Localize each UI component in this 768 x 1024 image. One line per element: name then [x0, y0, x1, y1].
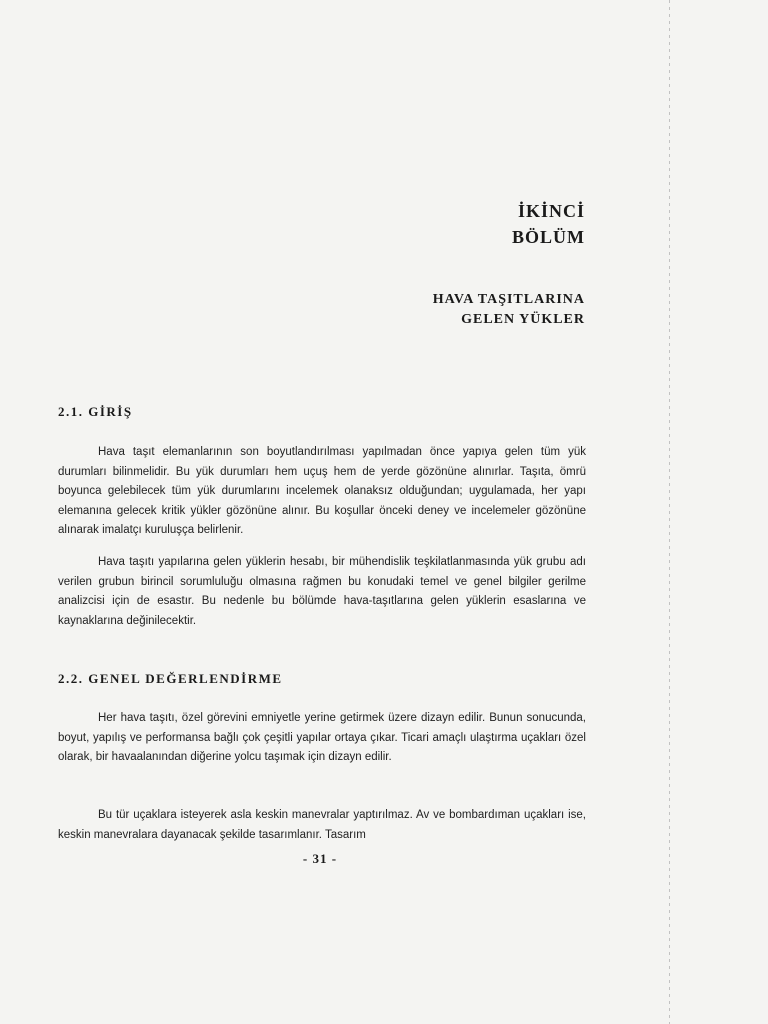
chapter-subtitle-line1: HAVA TAŞITLARINA: [432, 292, 585, 307]
paragraph: Hava taşıtı yapılarına gelen yüklerin hesabı, bir mühendislik teşkilatlanmasında yük grubu adı verilen grubun birincil sorumluluğu olmasına rağmen bu konudaki temel ve genel bilgiler gerilme analizcisi için de esastır. Bu nedenle bu bölümde hava-taşıtlarına gelen yüklerin esaslarına ve kaynaklarına değinilecektir.: [58, 556, 586, 627]
paragraph: Bu tür uçaklara isteyerek asla keskin manevralar yaptırılmaz. Av ve bombardıman uçakları ise, keskin manevralara dayanacak şekilde tasarımlanır. Tasarım: [58, 809, 586, 841]
chapter-title-line1: İKİNCİ: [517, 201, 585, 221]
chapter-title-line2: BÖLÜM: [511, 227, 585, 247]
page-edge-line: [669, 0, 670, 1024]
section-heading-general: 2.2. GENEL DEĞERLENDİRME: [58, 671, 283, 686]
page-number: - 31 -: [302, 851, 338, 866]
chapter-title: [512, 198, 585, 250]
chapter-subtitle-line2: GELEN YÜKLER: [461, 312, 585, 327]
section-heading-intro: 2.1. GİRİŞ: [58, 404, 133, 419]
paragraph: Her hava taşıtı, özel görevini emniyetle yerine getirmek üzere dizayn edilir. Bunun sonucunda, boyut, yapılış ve performansa bağlı çok çeşitli yapılar ortaya çıkar. Ticari amaçlı ulaştırma uçakları özel olarak, bir havaalanından diğerine yolcu taşımak için dizayn edilir.: [58, 712, 586, 763]
chapter-subtitle: [433, 290, 585, 330]
paragraph: Hava taşıt elemanlarının son boyutlandırılması yapılmadan önce yapıya gelen tüm yük durumları bilinmelidir. Bu yük durumları hem uçuş hem de yerde gözönüne alınırlar. Taşıta, ömrü boyunca gelebilecek tüm yük durumlarını incelemek olanaksız olduğundan; uygulamada, her yapı elemanına gelecek kritik yükler gözönüne alınır. Bu koşullar önceki deney ve incelemeler gözönüne alınarak imalatçı kuruluşça belirlenir.: [58, 446, 586, 536]
